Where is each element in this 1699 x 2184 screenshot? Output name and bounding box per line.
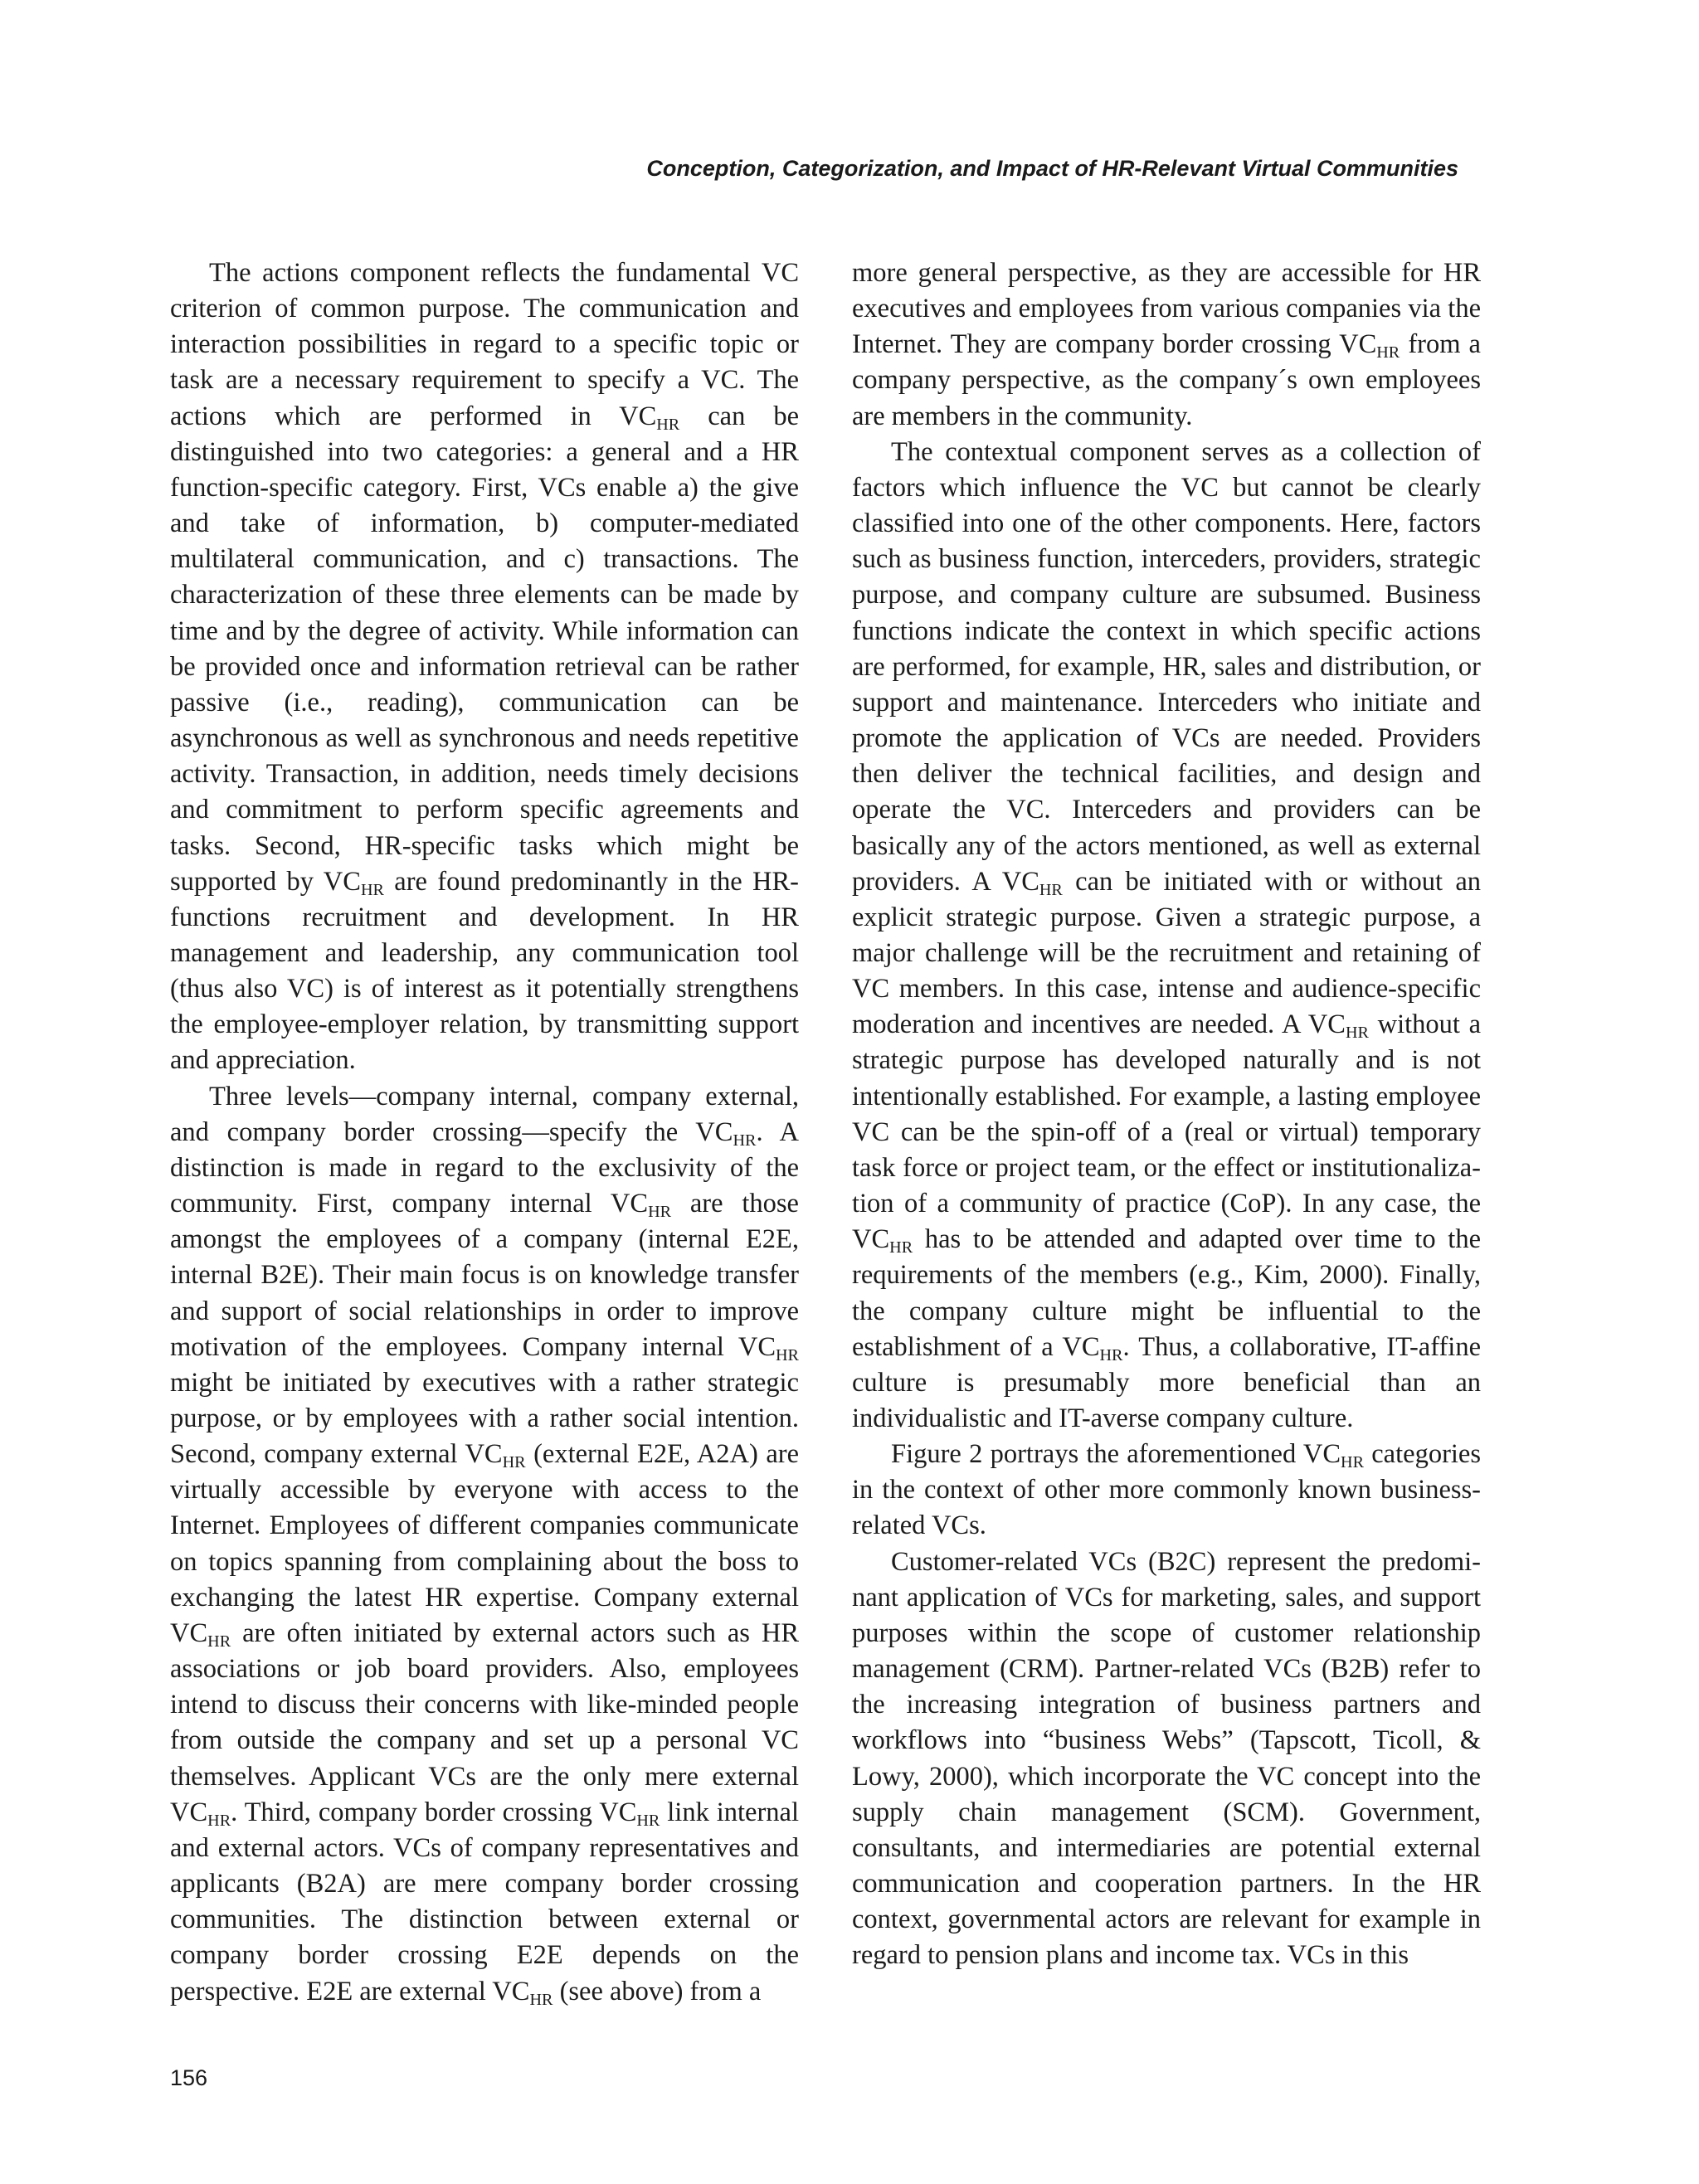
running-header: Conception, Categorization, and Impact of HR-Relevant Virtual Communities	[646, 156, 1458, 181]
paragraph-customer-related: Customer-related VCs (B2C) represent the predominant application of VCs for marketing, sales, and support purposes within the scope of customer relationship management (CRM). Partner-related VCs (B2B) refer to the increasing integration of business partners and workflows into “business Webs” (Tapscott, Ticoll, & Lowy, 2000), which incorporate the VC concept into the supply chain management (SCM). Government, consultants, and intermediaries are potential external communication and cooperation partners. In the HR context, governmental actors are relevant for example in regard to pension plans and income tax. VCs in this	[852, 1546, 1481, 1971]
paragraph-actions-component: The actions component reflects the fundamental VC criterion of common purpose. The communication and interaction possibilities in regard to a specific topic or task are a necessary requirement to specify a VC. The actions which are performed in $VC_{HR}$ can be distinguished into two categories: a general and a HR function-specific category. First, VCs enable a) the give and take of information, b) computer-mediated multilateral communication, and c) transactions. The characterization of these three elements can be made by time and by the degree of activity. While information can be provided once and information retrieval can be rather passive (i.e., reading), communication can be asynchronous as well as synchronous and needs repetitive activity. Transaction, in addition, needs timely decisions and commitment to perform specific agreements and tasks. Second, HR-specific tasks which might be supported by $VC_{HR}$ are found predominantly in the HR-functions recruitment and development. In HR management and leadership, any communication tool (thus also VC) is of interest as it potentially strengthens the employee-employer relation, by transmitting support and appreciation.	[170, 258, 799, 1076]
paragraph-continued: more general perspective, as they are accessible for HR executives and employees from various companies via the Internet. They are company border crossing $VC_{HR}$ from a company perspective, as the company´s own employees are members in the community.	[852, 258, 1481, 431]
page-number: 156	[170, 2065, 208, 2090]
paragraph-three-levels: Three levels—company internal, company external, and company border crossing—specify the $VC_{HR}$. A distinction is made in regard to the exclusivity of the community. First, company internal $VC_{HR}$ are those amongst the employees of a company (internal E2E, internal B2E). Their main focus is on knowledge transfer and support of social relationships in order to improve motivation of the employees. Company internal $VC_{HR}$ might be initiated by executives with a rather strategic purpose, or by employees with a rather social intention. Second, company external $VC_{HR}$ (external E2E, A2A) are virtually accessible by everyone with access to the Internet. Employees of different companies communicate on topics spanning from complaining about the boss to exchanging the latest HR expertise. Company external $VC_{HR}$ are often initiated by external actors such as HR associations or job board providers. Also, employees intend to discuss their concerns with like-minded people from outside the company and set up a personal VC themselves. Applicant VCs are the only mere external $VC_{HR}$. Third, company border crossing $VC_{HR}$ link internal and external actors. VCs of company representatives and applicants (B2A) are mere company border crossing communities. The distinction between external or company border crossing E2E depends on the perspective. E2E are external $VC_{HR}$ (see above) from a	[170, 1081, 799, 2009]
paragraph-figure-reference: Figure 2 portrays the aforementioned $VC_{HR}$ categories in the context of other more commonly known business-related VCs.	[852, 1439, 1481, 1541]
left-column	[170, 255, 799, 2010]
paragraph-contextual-component: The contextual component serves as a collection of factors which influence the VC but cannot be clearly classified into one of the other components. Here, factors such as business function, interceders, providers, strategic purpose, and company culture are subsumed. Business functions indicate the context in which specific actions are performed, for example, HR, sales and distribution, or support and maintenance. Interceders who initiate and promote the application of VCs are needed. Providers then deliver the technical facilities, and design and operate the VC. Interceders and providers can be basically any of the actors mentioned, as well as external providers. A $VC_{HR}$ can be initiated with or without an explicit strategic purpose. Given a strategic purpose, a major challenge will be the recruitment and retaining of VC members. In this case, intense and audience-specific moderation and incentives are needed. A $VC_{HR}$ without a strategic purpose has developed naturally and is not intentionally established. For example, a lasting employee VC can be the spin-off of a (real or virtual) temporary task force or project team, or the effect or institutionalization of a community of practice (CoP). In any case, the $VC_{HR}$ has to be attended and adapted over time to the requirements of the members (e.g., Kim, 2000). Finally, the company culture might be influential to the establishment of a $VC_{HR}$. Thus, a collaborative, IT-affine culture is presumably more beneficial than an individualistic and IT-averse company culture.	[852, 436, 1481, 1433]
right-column	[852, 255, 1481, 1974]
